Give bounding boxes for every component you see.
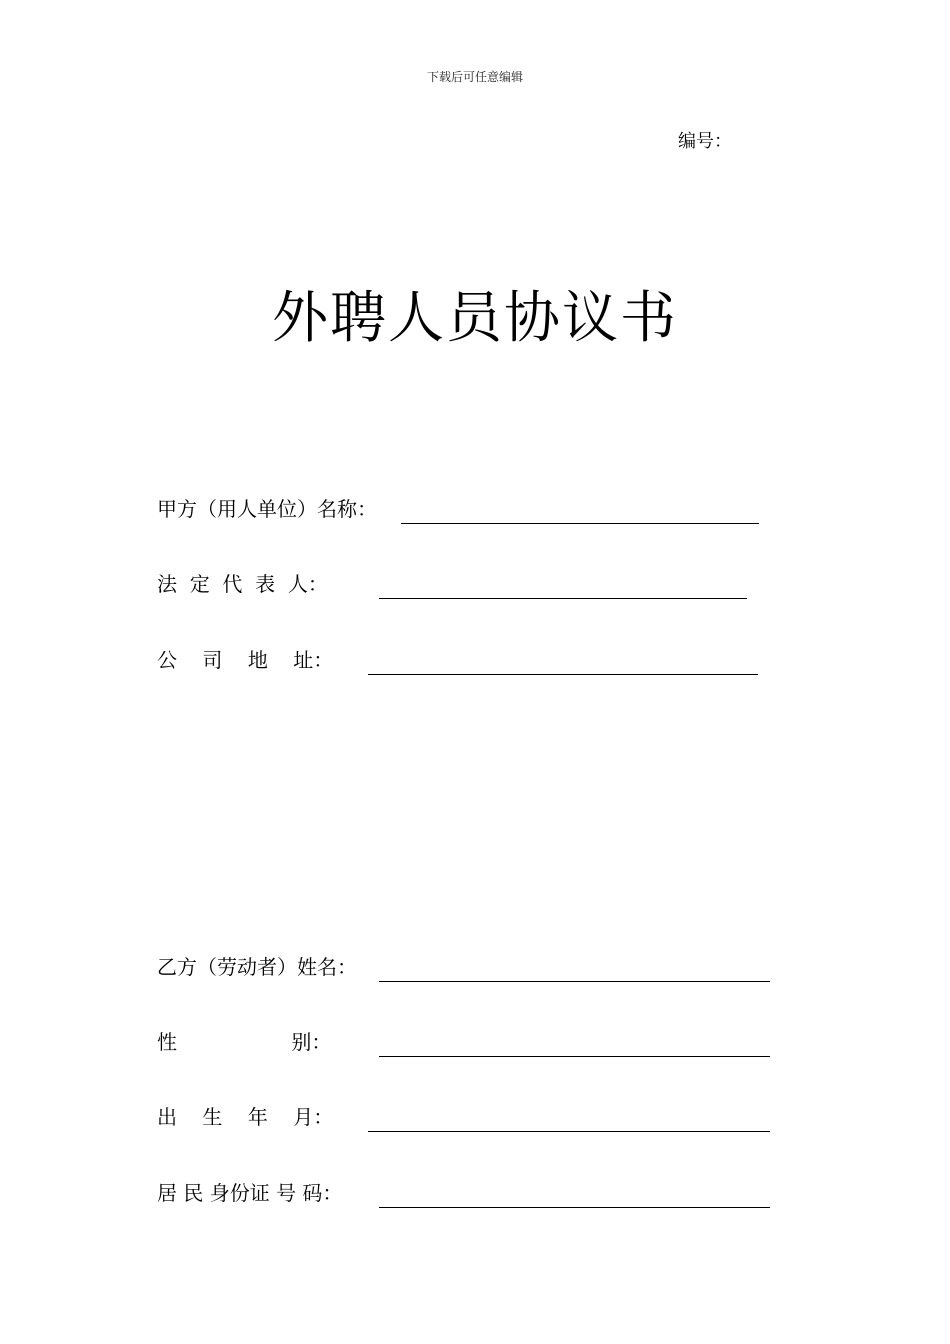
gender-label: 性 别： <box>157 1030 332 1054</box>
gender-blank-line <box>379 1056 770 1057</box>
document-title: 外聘人员协议书 <box>272 286 678 351</box>
document-number-label: 编号： <box>678 131 732 152</box>
id-number-blank-line <box>379 1207 770 1208</box>
gender-field <box>157 1025 770 1057</box>
party-a-name-field <box>157 492 759 524</box>
id-number-field <box>157 1176 770 1208</box>
legal-representative-label: 法 定 代 表 人： <box>157 572 328 596</box>
birth-date-blank-line <box>368 1131 770 1132</box>
party-b-name-blank-line <box>379 981 770 982</box>
birth-date-field <box>157 1100 770 1132</box>
party-b-name-label: 乙方（劳动者）姓名： <box>157 955 357 979</box>
legal-representative-field <box>157 567 749 599</box>
party-a-name-label: 甲方（用人单位）名称： <box>157 497 377 521</box>
company-address-label: 公 司 地 址： <box>157 648 334 672</box>
birth-date-label: 出 生 年 月： <box>157 1105 334 1129</box>
header-note: 下载后可任意编辑 <box>426 70 523 84</box>
company-address-blank-line <box>368 674 758 675</box>
party-a-name-blank-line <box>401 523 759 524</box>
party-b-name-field <box>157 950 770 982</box>
company-address-field <box>157 643 759 675</box>
id-number-label: 居 民 身份证 号 码： <box>157 1181 343 1205</box>
legal-representative-blank-line <box>379 598 747 599</box>
